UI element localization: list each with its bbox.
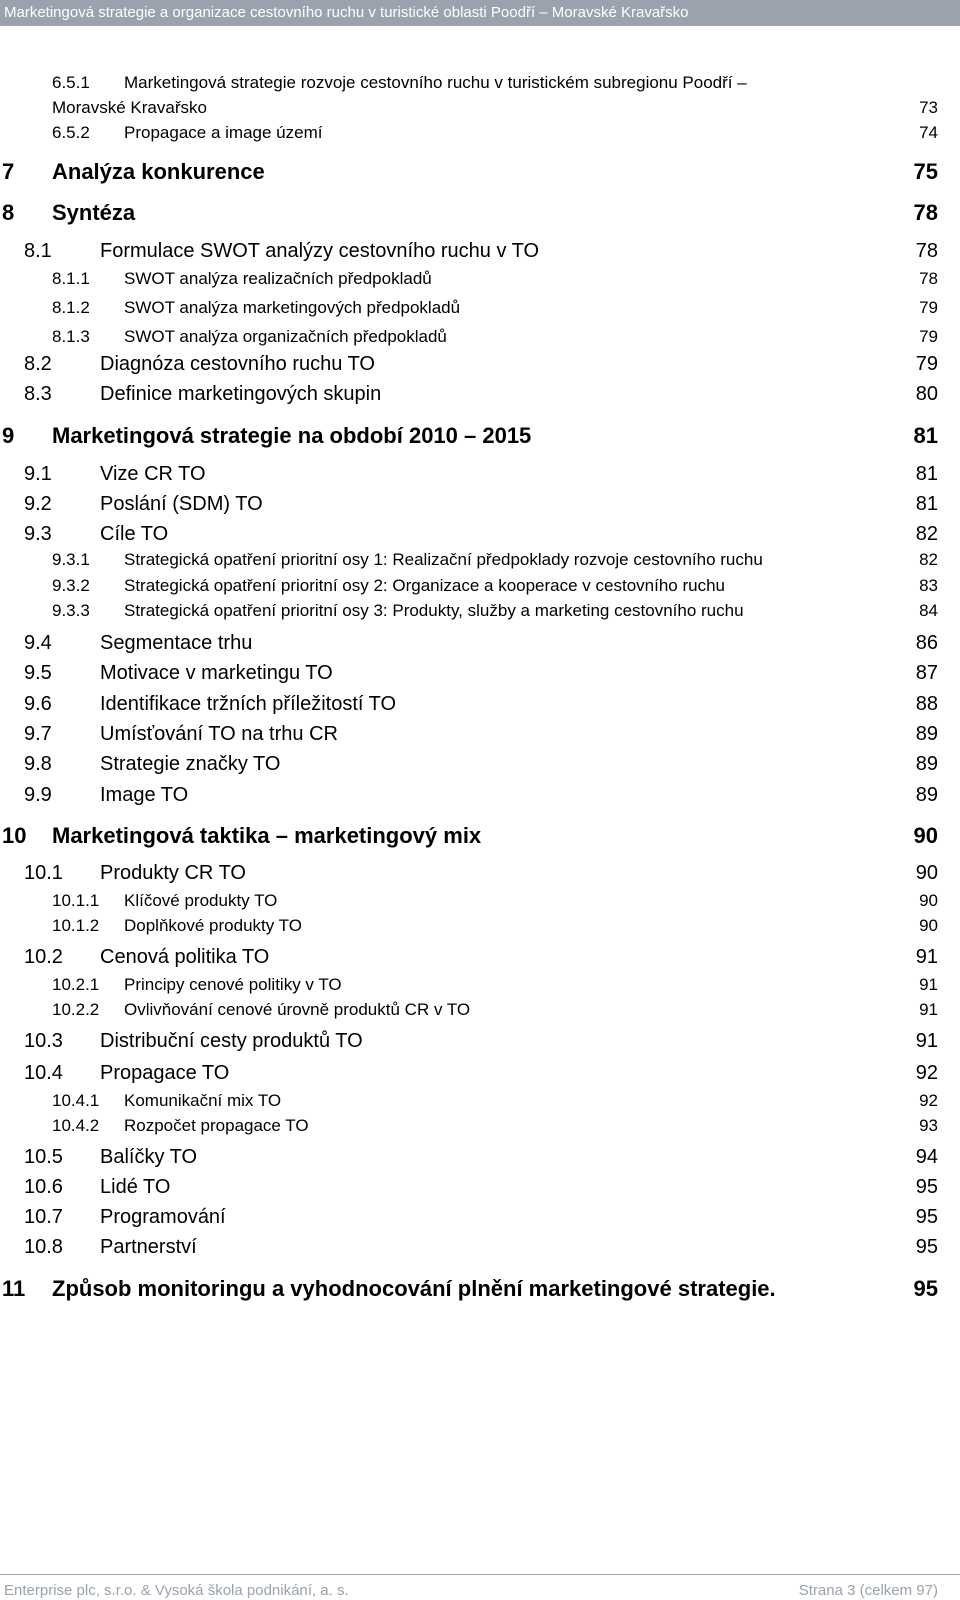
toc-entry-number: 9.5 (24, 662, 52, 684)
toc-entry-number: 6.5.1 (52, 73, 90, 92)
toc-entry-page: 88 (915, 693, 938, 715)
toc-entry-title: Strategická opatření prioritní osy 1: Realizační předpoklady rozvoje cestovního ruchu (124, 550, 763, 569)
toc-entry-page: 81 (915, 493, 938, 515)
toc-entry-title: Lidé TO (100, 1176, 171, 1198)
toc-entry-page: 90 (913, 823, 938, 848)
toc-entry-number: 9.1 (24, 463, 52, 485)
toc-entry-title: Principy cenové politiky v TO (124, 975, 342, 994)
toc-entry-page: 86 (915, 632, 938, 654)
toc-entry-number: 10.4.1 (52, 1091, 100, 1110)
toc-entry-title: Identifikace tržních příležitostí TO (100, 693, 397, 715)
toc-entry-title: Propagace a image území (124, 123, 323, 142)
toc-entry-page: 95 (915, 1176, 938, 1198)
toc-entry-number: 9.3.1 (52, 550, 90, 569)
toc-entry-number: 10 (2, 823, 27, 848)
toc-entry-title: Klíčové produkty TO (124, 891, 278, 910)
toc-entry-number: 9.9 (24, 784, 52, 806)
toc-entry-page: 84 (919, 601, 938, 620)
toc-entry-page: 89 (915, 784, 938, 806)
toc-entry-number: 10.8 (24, 1236, 63, 1258)
toc-entry-title: Poslání (SDM) TO (100, 493, 263, 515)
toc-entry-title: Programování (100, 1206, 226, 1228)
toc-entry-page: 89 (915, 753, 938, 775)
toc-entry-title: Image TO (100, 784, 189, 806)
toc-entry-title: Strategie značky TO (100, 753, 281, 775)
toc-entry-page: 75 (913, 159, 938, 184)
toc-entry-page: 81 (915, 463, 938, 485)
toc-entry-title: Vize CR TO (100, 463, 206, 485)
toc-entry-number: 10.2.1 (52, 975, 100, 994)
toc-entry-number: 10.2 (24, 946, 63, 968)
toc-entry-page: 82 (915, 523, 938, 545)
toc-entry-page: 91 (919, 975, 938, 994)
toc-entry-number: 10.7 (24, 1206, 63, 1228)
toc-entry-number: 10.4.2 (52, 1116, 100, 1135)
toc-entry-title: Způsob monitoringu a vyhodnocování plnění marketingové strategie. (52, 1276, 776, 1301)
toc-entry-number: 10.3 (24, 1030, 63, 1052)
toc-entry-number: 8.1.1 (52, 269, 90, 288)
toc-entry-page: 90 (919, 891, 938, 910)
toc-entry-number: 9.2 (24, 493, 52, 515)
toc-entry-title: SWOT analýza organizačních předpokladů (124, 327, 447, 346)
toc-entry-number: 9.4 (24, 632, 52, 654)
toc-entry-title: Cíle TO (100, 523, 169, 545)
toc-entry-number: 10.5 (24, 1146, 63, 1168)
toc-entry-title: Produkty CR TO (100, 862, 246, 884)
toc-entry-page: 83 (919, 576, 938, 595)
toc-entry-title: Marketingová taktika – marketingový mix (52, 823, 482, 848)
toc-entry-page: 92 (919, 1091, 938, 1110)
toc-entry-page: 92 (915, 1062, 938, 1084)
toc-entry-number: 8.1.3 (52, 327, 90, 346)
toc-entry-number: 10.1.2 (52, 916, 100, 935)
toc-entry-number: 9.3.2 (52, 576, 90, 595)
toc-entry-page: 91 (915, 1030, 938, 1052)
toc-entry-page: 78 (913, 200, 938, 225)
toc-entry-title: Balíčky TO (100, 1146, 198, 1168)
toc-entry-page: 78 (915, 240, 938, 262)
toc-entry-title: Segmentace trhu (100, 632, 253, 654)
toc-entry-page: 79 (919, 327, 938, 346)
toc-entry-number: 9.6 (24, 693, 52, 715)
toc-entry-page: 79 (919, 298, 938, 317)
toc-entry-title: Distribuční cesty produktů TO (100, 1030, 363, 1052)
toc-entry-page: 95 (915, 1236, 938, 1258)
toc-entry-title: Analýza konkurence (52, 159, 265, 184)
toc-entry-page: 73 (919, 98, 938, 117)
toc-entry-title: SWOT analýza realizačních předpokladů (124, 269, 432, 288)
toc-entry-number: 10.1 (24, 862, 63, 884)
toc-entry-title: Komunikační mix TO (124, 1091, 282, 1110)
footer-rule (0, 1574, 960, 1575)
toc-entry-title: Motivace v marketingu TO (100, 662, 333, 684)
toc-entry-page: 90 (919, 916, 938, 935)
toc-entry-page: 79 (915, 353, 938, 375)
toc-entry-number: 9.3.3 (52, 601, 90, 620)
toc-entry-number: 8.3 (24, 383, 52, 405)
toc-entry-page: 91 (915, 946, 938, 968)
toc-entry-number: 9.7 (24, 723, 52, 745)
toc-entry-number: 8.1 (24, 240, 52, 262)
footer-page-number: Strana 3 (celkem 97) (798, 1582, 938, 1599)
toc-entry-title: Marketingová strategie na období 2010 – 2015 (52, 423, 532, 448)
toc-entry-number: 9.8 (24, 753, 52, 775)
toc-entry-title: Partnerství (100, 1236, 197, 1258)
toc-entry-number: 7 (2, 159, 15, 184)
toc-entry-title: Umísťování TO na trhu CR (100, 723, 338, 745)
toc-entry-number: 9 (2, 423, 15, 448)
toc-entry-page: 89 (915, 723, 938, 745)
toc-entry-number: 10.2.2 (52, 1000, 100, 1019)
toc-entry-number: 6.5.2 (52, 123, 90, 142)
toc-entry-title: Marketingová strategie rozvoje cestovního ruchu v turistickém subregionu Poodří – (124, 73, 747, 92)
toc-entry-title: Formulace SWOT analýzy cestovního ruchu v TO (100, 240, 540, 262)
toc-entry-page: 95 (915, 1206, 938, 1228)
toc-entry-number: 9.3 (24, 523, 52, 545)
toc-entry-page: 74 (919, 123, 938, 142)
toc-entry-title: Ovlivňování cenové úrovně produktů CR v TO (124, 1000, 471, 1019)
toc-entry-page: 94 (915, 1146, 938, 1168)
toc-entry-title-continuation: Moravské Kravařsko (52, 98, 207, 117)
toc-entry-page: 93 (919, 1116, 938, 1135)
footer-publisher: Enterprise plc, s.r.o. & Vysoká škola podnikání, a. s. (4, 1582, 349, 1599)
toc-entry-title: Cenová politika TO (100, 946, 270, 968)
toc-entry-title: Syntéza (52, 200, 136, 225)
toc-entry-number: 10.6 (24, 1176, 63, 1198)
toc-entry-title: Propagace TO (100, 1062, 230, 1084)
toc-entry-title: Rozpočet propagace TO (124, 1116, 309, 1135)
toc-entry-number: 11 (2, 1276, 26, 1301)
toc-entry-page: 82 (919, 550, 938, 569)
toc-entry-page: 78 (919, 269, 938, 288)
toc-entry-number: 8 (2, 200, 15, 225)
toc-entry-page: 90 (915, 862, 938, 884)
toc-entry-number: 8.2 (24, 353, 52, 375)
toc-entry-number: 10.1.1 (52, 891, 100, 910)
toc-entry-title: Definice marketingových skupin (100, 383, 382, 405)
toc-entry-page: 91 (919, 1000, 938, 1019)
running-header: Marketingová strategie a organizace cestovního ruchu v turistické oblasti Poodří – Moravské Kravařsko (0, 0, 960, 26)
toc-entry-title: Diagnóza cestovního ruchu TO (100, 353, 375, 375)
toc-entry-title: SWOT analýza marketingových předpokladů (124, 298, 461, 317)
toc-entry-title: Strategická opatření prioritní osy 3: Produkty, služby a marketing cestovního ruchu (124, 601, 744, 620)
toc-entry-page: 87 (915, 662, 938, 684)
toc-entry-page: 81 (913, 423, 938, 448)
toc-entry-number: 10.4 (24, 1062, 63, 1084)
toc-entry-number: 8.1.2 (52, 298, 90, 317)
toc-entry-page: 95 (913, 1276, 938, 1301)
toc-entry-title: Strategická opatření prioritní osy 2: Organizace a kooperace v cestovního ruchu (124, 576, 725, 595)
toc-entry-page: 80 (915, 383, 938, 405)
toc-entry-title: Doplňkové produkty TO (124, 916, 302, 935)
